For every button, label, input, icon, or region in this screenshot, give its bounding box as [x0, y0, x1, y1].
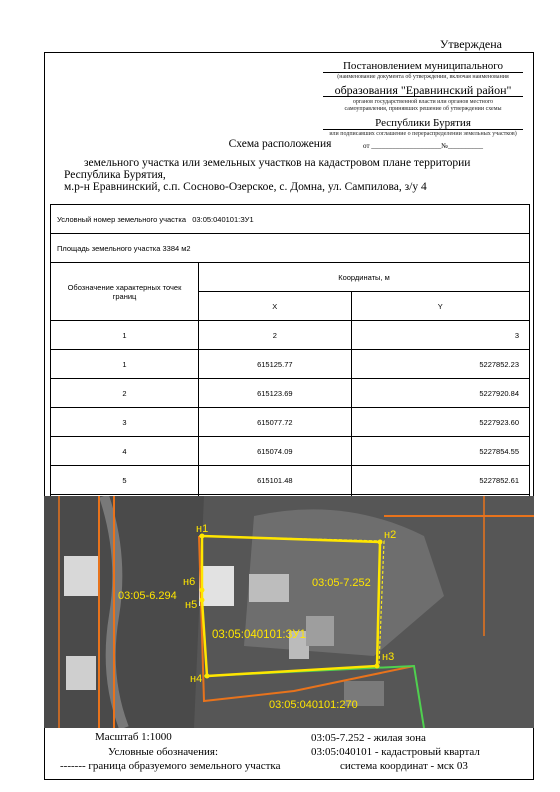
scale-label: Масштаб 1:1000: [95, 731, 172, 743]
table-row: [51, 263, 530, 292]
points-header: Обозначение характерных точек границ: [51, 263, 199, 321]
point-n5: [200, 598, 205, 603]
legend-title: Условные обозначения:: [108, 746, 219, 758]
label-n4: н4: [190, 673, 203, 685]
table-row: 5 615101.48 5227852.61: [51, 466, 530, 495]
table-row: 4 615074.09 5227854.55: [51, 437, 530, 466]
legend-line: ------- граница образуемого земельного участка: [60, 760, 281, 772]
point-n6: [200, 588, 205, 593]
building: [64, 556, 98, 596]
label-n1: н1: [196, 523, 209, 535]
label-n5: н5: [185, 599, 198, 611]
x-header: X: [199, 292, 352, 321]
table-row: [51, 234, 530, 263]
y-header: Y: [351, 292, 529, 321]
cadastral-map: [44, 496, 534, 728]
label-n3: н3: [382, 651, 395, 663]
point-n3: [375, 664, 380, 669]
label-n6: н6: [183, 576, 196, 588]
approval-line-2: образования "Еравнинский район": [323, 84, 523, 97]
approval-date-number: от ____________________№__________: [363, 142, 483, 150]
approval-block: [318, 56, 528, 150]
cs-description: система координат - мск 03: [340, 760, 468, 772]
zone-description: 03:05-7.252 - жилая зона: [311, 732, 426, 744]
quarter-description: 03:05:040101 - кадастровый квартал: [311, 746, 480, 758]
left-ground: [44, 496, 204, 728]
point-n4: [205, 674, 210, 679]
zone-label-right: 03:05-7.252: [312, 577, 371, 589]
address-line: м.р-н Еравнинский, с.п. Сосново-Озерское, с. Домна, ул. Сампилова, з/у 4: [64, 181, 427, 193]
building: [306, 616, 334, 646]
schema-title: Схема расположения: [228, 138, 332, 150]
approval-note-2b: самоуправления, принявших решение об утверждении схемы: [344, 106, 502, 112]
point-n2: [378, 540, 383, 545]
parcel-label: 03:05:040101:ЗУ1: [212, 629, 307, 641]
approval-note-3: или подписавших соглашение о перераспределении земельных участков): [329, 131, 517, 137]
area-cell: Площадь земельного участка 3384 м2: [51, 234, 530, 263]
approval-note-1: (наименование документа об утверждении, включая наименования: [337, 74, 509, 80]
approval-line-3: Республики Бурятия: [323, 117, 523, 130]
approval-line-1: Постановлением муниципального: [323, 60, 523, 73]
schema-subtitle: земельного участка или земельных участков на кадастровом плане территории: [84, 157, 471, 169]
neighbor-label: 03:05:040101:270: [269, 699, 358, 711]
approved-label: Утверждена: [439, 37, 502, 51]
map-svg: [44, 496, 534, 728]
label-n2: н2: [384, 529, 397, 541]
table-row: [51, 205, 530, 234]
table-row: 1 615125.77 5227852.23: [51, 350, 530, 379]
zone-label-left: 03:05-6.294: [118, 590, 177, 602]
table-row: 2 615123.69 5227920.84: [51, 379, 530, 408]
approval-note-2a: органов государственной власти или органов местного: [352, 99, 494, 105]
table-row: 3 615077.72 5227923.60: [51, 408, 530, 437]
building: [66, 656, 96, 690]
table-row: 1 2 3: [51, 321, 530, 350]
coords-header: Координаты, м: [199, 263, 530, 292]
cond-number-cell: Условный номер земельного участка 03:05:040101:ЗУ1: [51, 205, 530, 234]
building: [249, 574, 289, 602]
region-line: Республика Бурятия,: [64, 169, 166, 181]
